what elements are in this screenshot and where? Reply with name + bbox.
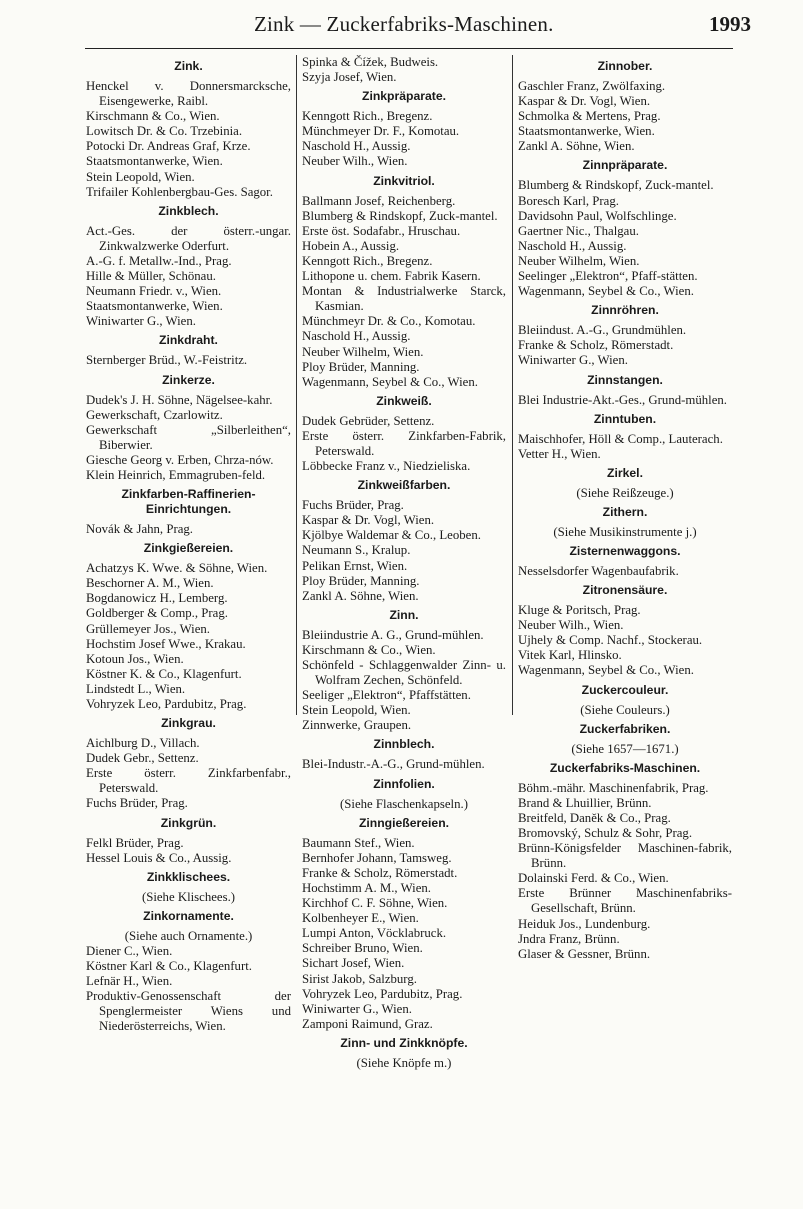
directory-entry: Wagenmann, Seybel & Co., Wien. bbox=[518, 284, 694, 299]
directory-entry: Montan & Industrialwerke Starck, Kasmian. bbox=[302, 284, 506, 314]
directory-entry: Ploy Brüder, Manning. bbox=[302, 573, 420, 588]
directory-entry: Zankl A. Söhne, Wien. bbox=[518, 139, 635, 154]
directory-entry: Brand & Lhuillier, Brünn. bbox=[518, 795, 652, 810]
directory-section bbox=[86, 716, 291, 811]
directory-entry: Beschorner A. M., Wien. bbox=[86, 576, 214, 591]
directory-entry: Staatsmontanwerke, Wien. bbox=[86, 154, 223, 169]
section-heading: Zuckerfabriken. bbox=[579, 721, 671, 736]
directory-entry: Erste österr. Zinkfarben-Fabrik, Peterswald. bbox=[302, 428, 506, 458]
directory-section bbox=[302, 89, 506, 169]
directory-entry: Ujhely & Comp. Nachf., Stockerau. bbox=[518, 633, 703, 648]
directory-entry: Fuchs Brüder, Prag. bbox=[86, 796, 188, 811]
directory-section bbox=[302, 174, 506, 390]
directory-entry: Giesche Georg v. Erben, Chrza-nów. bbox=[86, 452, 274, 467]
directory-entry: Glaser & Gessner, Brünn. bbox=[518, 946, 651, 961]
directory-entry: Ballmann Josef, Reichenberg. bbox=[302, 193, 456, 208]
directory-entry: Goldberger & Comp., Prag. bbox=[86, 606, 228, 621]
directory-entry: Produktiv-Genossenschaft der Spenglermeister Wiens und Niederösterreichs, Wien. bbox=[86, 989, 291, 1034]
section-heading: Zink. bbox=[174, 59, 203, 73]
directory-entry: Zinnwerke, Graupen. bbox=[302, 718, 412, 733]
directory-entry: Blumberg & Rindskopf, Zuck-mantel. bbox=[518, 178, 714, 193]
column-middle bbox=[302, 55, 506, 1075]
directory-entry: Schreiber Bruno, Wien. bbox=[302, 941, 423, 956]
directory-entry: Hille & Müller, Schönau. bbox=[86, 269, 216, 284]
directory-entry: Neuber Wilhelm, Wien. bbox=[518, 253, 640, 268]
cross-reference-note: (Siehe Flaschenkapseln.) bbox=[340, 796, 468, 811]
cross-reference-note: (Siehe Reißzeuge.) bbox=[576, 485, 674, 500]
section-heading: Zitronensäure. bbox=[582, 583, 668, 598]
directory-entry: Bogdanowicz H., Lemberg. bbox=[86, 591, 228, 606]
directory-entry: Heiduk Jos., Lundenburg. bbox=[518, 916, 651, 931]
directory-entry: Baumann Stef., Wien. bbox=[302, 835, 415, 850]
section-heading: Zinkgießereien. bbox=[143, 541, 234, 556]
directory-entry: Ploy Brüder, Manning. bbox=[302, 359, 420, 374]
section-heading: Zinn- und Zinkknöpfe. bbox=[340, 1035, 468, 1050]
directory-entry: Erste öst. Sodafabr., Hruschau. bbox=[302, 223, 461, 238]
header-rule bbox=[85, 48, 733, 49]
section-heading: Zinngießereien. bbox=[358, 815, 450, 830]
cross-reference-note: (Siehe Klischees.) bbox=[141, 889, 236, 904]
directory-entry: Bernhofer Johann, Tamsweg. bbox=[302, 850, 452, 865]
directory-entry: Winiwarter G., Wien. bbox=[302, 1001, 412, 1016]
section-heading: Zinnblech. bbox=[373, 737, 435, 752]
directory-entry: Schönfeld - Schlaggenwalder Zinn- u. Wolfram Zechen, Schönfeld. bbox=[302, 658, 506, 688]
directory-entry: Lithopone u. chem. Fabrik Kasern. bbox=[302, 269, 481, 284]
directory-entry: Dolainski Ferd. & Co., Wien. bbox=[518, 871, 669, 886]
directory-entry: Seelinger „Elektron“, Pfaff-stätten. bbox=[518, 269, 698, 284]
directory-entry: Lumpi Anton, Vöcklabruck. bbox=[302, 926, 447, 941]
directory-entry: Naschold H., Aussig. bbox=[518, 238, 627, 253]
directory-section bbox=[302, 478, 506, 604]
directory-entry: Bleiindustrie A. G., Grund-mühlen. bbox=[302, 627, 484, 642]
section-heading: Zinnfolien. bbox=[373, 776, 435, 791]
directory-entry: Kirchhof C. F. Söhne, Wien. bbox=[302, 896, 448, 911]
directory-entry: Kjölbye Waldemar & Co., Leoben. bbox=[302, 528, 481, 543]
directory-entry: Wagenmann, Seybel & Co., Wien. bbox=[302, 374, 478, 389]
directory-section bbox=[86, 204, 291, 330]
directory-entry: Lefnär H., Wien. bbox=[86, 974, 173, 989]
section-heading: Zinkornamente. bbox=[143, 908, 234, 923]
directory-entry: Szyja Josef, Wien. bbox=[302, 70, 397, 85]
directory-entry: A.-G. f. Metallw.-Ind., Prag. bbox=[86, 253, 232, 268]
directory-entry: Stein Leopold, Wien. bbox=[302, 703, 411, 718]
directory-entry: Zamponi Raimund, Graz. bbox=[302, 1016, 433, 1031]
section-heading: Zithern. bbox=[602, 504, 648, 519]
directory-section bbox=[518, 466, 732, 501]
directory-entry: Hochstim Josef Wwe., Krakau. bbox=[86, 636, 246, 651]
directory-entry: Kotoun Jos., Wien. bbox=[86, 651, 184, 666]
directory-section bbox=[302, 55, 506, 85]
column-divider bbox=[512, 55, 513, 715]
directory-entry: Dudek Gebr., Settenz. bbox=[86, 751, 199, 766]
directory-section bbox=[302, 394, 506, 474]
directory-entry: Henckel v. Donnersmarcksche, Eisengewerke, Raibl. bbox=[86, 79, 291, 109]
directory-entry: Winiwarter G., Wien. bbox=[518, 353, 628, 368]
directory-section bbox=[302, 777, 506, 812]
directory-entry: Davidsohn Paul, Wolfschlinge. bbox=[518, 208, 677, 223]
directory-entry: Kaspar & Dr. Vogl, Wien. bbox=[302, 513, 435, 528]
directory-entry: Zankl A. Söhne, Wien. bbox=[302, 588, 419, 603]
directory-section bbox=[518, 158, 732, 299]
cross-reference-note: (Siehe Knöpfe m.) bbox=[356, 1055, 452, 1070]
section-heading: Zinkgrün. bbox=[160, 815, 217, 830]
directory-entry: Spinka & Čížek, Budweis. bbox=[302, 55, 439, 69]
cross-reference-note: (Siehe auch Ornamente.) bbox=[124, 928, 253, 943]
directory-section bbox=[86, 59, 291, 200]
directory-entry: Staatsmontanwerke, Wien. bbox=[86, 299, 223, 314]
section-heading: Zinkpräparate. bbox=[362, 89, 446, 104]
section-heading: Zinkerze. bbox=[162, 372, 215, 387]
section-heading: Zinkvitriol. bbox=[373, 173, 435, 188]
section-heading: Zisternenwaggons. bbox=[569, 543, 681, 558]
directory-section bbox=[86, 816, 291, 866]
directory-entry: Blei Industrie-Akt.-Ges., Grund-mühlen. bbox=[518, 392, 727, 407]
directory-entry: Lowitsch Dr. & Co. Trzebinia. bbox=[86, 124, 243, 139]
directory-entry: Vohryzek Leo, Pardubitz, Prag. bbox=[86, 697, 247, 711]
directory-entry: Hobein A., Aussig. bbox=[302, 238, 400, 253]
directory-entry: Kenngott Rich., Bregenz. bbox=[302, 109, 433, 124]
directory-entry: Felkl Brüder, Prag. bbox=[86, 835, 184, 850]
directory-entry: Pelikan Ernst, Wien. bbox=[302, 558, 408, 573]
directory-section bbox=[86, 487, 291, 537]
section-heading: Zinkgrau. bbox=[161, 716, 216, 731]
directory-entry: Kluge & Poritsch, Prag. bbox=[518, 603, 641, 618]
directory-entry: Neuber Wilh., Wien. bbox=[518, 618, 624, 633]
section-heading: Zinntuben. bbox=[593, 411, 657, 426]
directory-entry: Staatsmontanwerke, Wien. bbox=[518, 124, 655, 139]
directory-entry: Bleiindust. A.-G., Grundmühlen. bbox=[518, 323, 687, 338]
directory-entry: Hochstimm A. M., Wien. bbox=[302, 880, 431, 895]
directory-entry: Köstner K. & Co., Klagenfurt. bbox=[86, 666, 242, 681]
section-heading: Zinnober. bbox=[597, 59, 653, 73]
directory-section bbox=[86, 541, 291, 712]
directory-entry: Bromovský, Schulz & Sohr, Prag. bbox=[518, 826, 693, 840]
directory-section bbox=[518, 412, 732, 462]
directory-entry: Sternberger Brüd., W.-Feistritz. bbox=[86, 353, 248, 368]
directory-entry: Nesselsdorfer Wagenbaufabrik. bbox=[518, 563, 679, 578]
directory-entry: Franke & Scholz, Römerstadt. bbox=[302, 865, 458, 880]
directory-entry: Brünn-Königsfelder Maschinen-fabrik, Brünn. bbox=[518, 841, 732, 871]
section-heading: Zinnröhren. bbox=[591, 303, 659, 318]
directory-entry: Blei-Industr.-A.-G., Grund-mühlen. bbox=[302, 757, 485, 772]
directory-entry: Wagenmann, Seybel & Co., Wien. bbox=[518, 663, 694, 678]
directory-section bbox=[518, 505, 732, 540]
cross-reference-note: (Siehe 1657—1671.) bbox=[571, 741, 679, 756]
page-header bbox=[0, 12, 803, 42]
directory-entry: Kirschmann & Co., Wien. bbox=[86, 109, 220, 124]
section-heading: Zuckerfabriks-Maschinen. bbox=[549, 760, 701, 775]
section-heading: Zinkweißfarben. bbox=[357, 478, 451, 493]
section-heading: Zinnpräparate. bbox=[582, 158, 668, 173]
directory-entry: Grüllemeyer Jos., Wien. bbox=[86, 621, 210, 636]
directory-entry: Dudek's J. H. Söhne, Nägelsee-kahr. bbox=[86, 392, 273, 407]
directory-entry: Schmolka & Mertens, Prag. bbox=[518, 109, 661, 124]
directory-entry: Klein Heinrich, Emmagruben-feld. bbox=[86, 467, 266, 482]
directory-entry: Trifailer Kohlenbergbau-Ges. Sagor. bbox=[86, 184, 273, 199]
directory-section bbox=[86, 333, 291, 368]
cross-reference-note: (Siehe Couleurs.) bbox=[580, 702, 670, 717]
directory-entry: Hessel Louis & Co., Aussig. bbox=[86, 850, 232, 865]
section-heading: Zinkblech. bbox=[158, 203, 219, 218]
directory-entry: Sirist Jakob, Salzburg. bbox=[302, 971, 417, 986]
directory-entry: Aichlburg D., Villach. bbox=[86, 736, 200, 751]
section-heading: Zinnstangen. bbox=[587, 372, 663, 387]
directory-entry: Gaertner Nic., Thalgau. bbox=[518, 223, 639, 238]
directory-section bbox=[86, 909, 291, 1035]
directory-section bbox=[518, 761, 732, 962]
directory-section bbox=[518, 303, 732, 368]
directory-entry: Löbbecke Franz v., Niedzieliska. bbox=[302, 459, 471, 474]
directory-entry: Gewerkschaft, Czarlowitz. bbox=[86, 407, 223, 422]
directory-section bbox=[518, 373, 732, 408]
directory-entry: Diener C., Wien. bbox=[86, 943, 173, 958]
directory-entry: Vitek Karl, Hlinsko. bbox=[518, 648, 622, 663]
directory-section bbox=[518, 544, 732, 579]
directory-entry: Gaschler Franz, Zwölfaxing. bbox=[518, 79, 666, 93]
directory-entry: Novák & Jahn, Prag. bbox=[86, 522, 193, 537]
directory-section bbox=[518, 722, 732, 757]
directory-entry: Böhm.-mähr. Maschinenfabrik, Prag. bbox=[518, 780, 709, 795]
directory-entry: Gewerkschaft „Silberleithen“, Biberwier. bbox=[86, 422, 291, 452]
section-heading: Zirkel. bbox=[607, 465, 643, 480]
directory-entry: Act.-Ges. der österr.-ungar. Zinkwalzwerke Oderfurt. bbox=[86, 223, 291, 253]
column-right bbox=[518, 55, 732, 966]
directory-entry: Sichart Josef, Wien. bbox=[302, 956, 405, 971]
section-heading: Zuckercouleur. bbox=[581, 682, 669, 697]
directory-entry: Naschold H., Aussig. bbox=[302, 139, 411, 154]
directory-entry: Naschold H., Aussig. bbox=[302, 329, 411, 344]
directory-section bbox=[302, 1036, 506, 1071]
directory-entry: Erste Brünner Maschinenfabriks-Gesellschaft, Brünn. bbox=[518, 886, 732, 916]
directory-section bbox=[86, 373, 291, 484]
directory-entry: Neuber Wilhelm, Wien. bbox=[302, 344, 424, 359]
section-heading: Zinkklischees. bbox=[146, 869, 231, 884]
directory-entry: Potocki Dr. Andreas Graf, Krze. bbox=[86, 139, 251, 154]
directory-entry: Breitfeld, Daněk & Co., Prag. bbox=[518, 810, 671, 825]
directory-entry: Köstner Karl & Co., Klagenfurt. bbox=[86, 959, 252, 974]
page-number: 1993 bbox=[709, 12, 751, 36]
directory-section bbox=[302, 816, 506, 1032]
directory-section bbox=[86, 870, 291, 905]
directory-section bbox=[518, 583, 732, 678]
directory-entry: Fuchs Brüder, Prag. bbox=[302, 498, 404, 513]
directory-entry: Neuber Wilh., Wien. bbox=[302, 154, 408, 169]
directory-entry: Erste österr. Zinkfarbenfabr., Peterswald. bbox=[86, 766, 291, 796]
directory-entry: Neumann Friedr. v., Wien. bbox=[86, 284, 222, 299]
directory-section bbox=[518, 59, 732, 154]
directory-entry: Franke & Scholz, Römerstadt. bbox=[518, 338, 674, 353]
directory-entry: Neumann S., Kralup. bbox=[302, 543, 411, 558]
directory-entry: Lindstedt L., Wien. bbox=[86, 681, 186, 696]
directory-entry: Winiwarter G., Wien. bbox=[86, 314, 196, 329]
section-heading: Zinkdraht. bbox=[159, 333, 218, 348]
directory-section bbox=[518, 683, 732, 718]
section-heading: Zinn. bbox=[389, 607, 419, 622]
directory-entry: Kaspar & Dr. Vogl, Wien. bbox=[518, 94, 651, 109]
cross-reference-note: (Siehe Musikinstrumente j.) bbox=[553, 524, 697, 539]
column-left bbox=[86, 55, 291, 1039]
directory-entry: Stein Leopold, Wien. bbox=[86, 169, 195, 184]
directory-entry: Blumberg & Rindskopf, Zuck-mantel. bbox=[302, 208, 498, 223]
directory-section bbox=[302, 608, 506, 734]
column-divider bbox=[296, 55, 297, 715]
directory-entry: Kirschmann & Co., Wien. bbox=[302, 642, 436, 657]
directory-entry: Vohryzek Leo, Pardubitz, Prag. bbox=[302, 986, 463, 1001]
directory-entry: Vetter H., Wien. bbox=[518, 446, 601, 461]
page-title: Zink — Zuckerfabriks-Maschinen. bbox=[254, 12, 554, 36]
directory-entry: Dudek Gebrüder, Settenz. bbox=[302, 413, 435, 428]
directory-entry: Achatzys K. Wwe. & Söhne, Wien. bbox=[86, 561, 268, 576]
directory-entry: Kolbenheyer E., Wien. bbox=[302, 911, 419, 926]
section-heading: Zinkfarben-Raffinerien-Einrichtungen. bbox=[121, 487, 256, 517]
directory-entry: Münchmeyr Dr. & Co., Komotau. bbox=[302, 314, 476, 329]
directory-entry: Maischhofer, Höll & Comp., Lauterach. bbox=[518, 431, 723, 446]
directory-section bbox=[302, 737, 506, 772]
directory-entry: Jndra Franz, Brünn. bbox=[518, 931, 620, 946]
directory-entry: Boresch Karl, Prag. bbox=[518, 193, 619, 208]
directory-entry: Seeliger „Elektron“, Pfaffstätten. bbox=[302, 688, 471, 703]
section-heading: Zinkweiß. bbox=[376, 393, 432, 408]
directory-entry: Kenngott Rich., Bregenz. bbox=[302, 253, 433, 268]
directory-entry: Münchmeyer Dr. F., Komotau. bbox=[302, 124, 460, 139]
